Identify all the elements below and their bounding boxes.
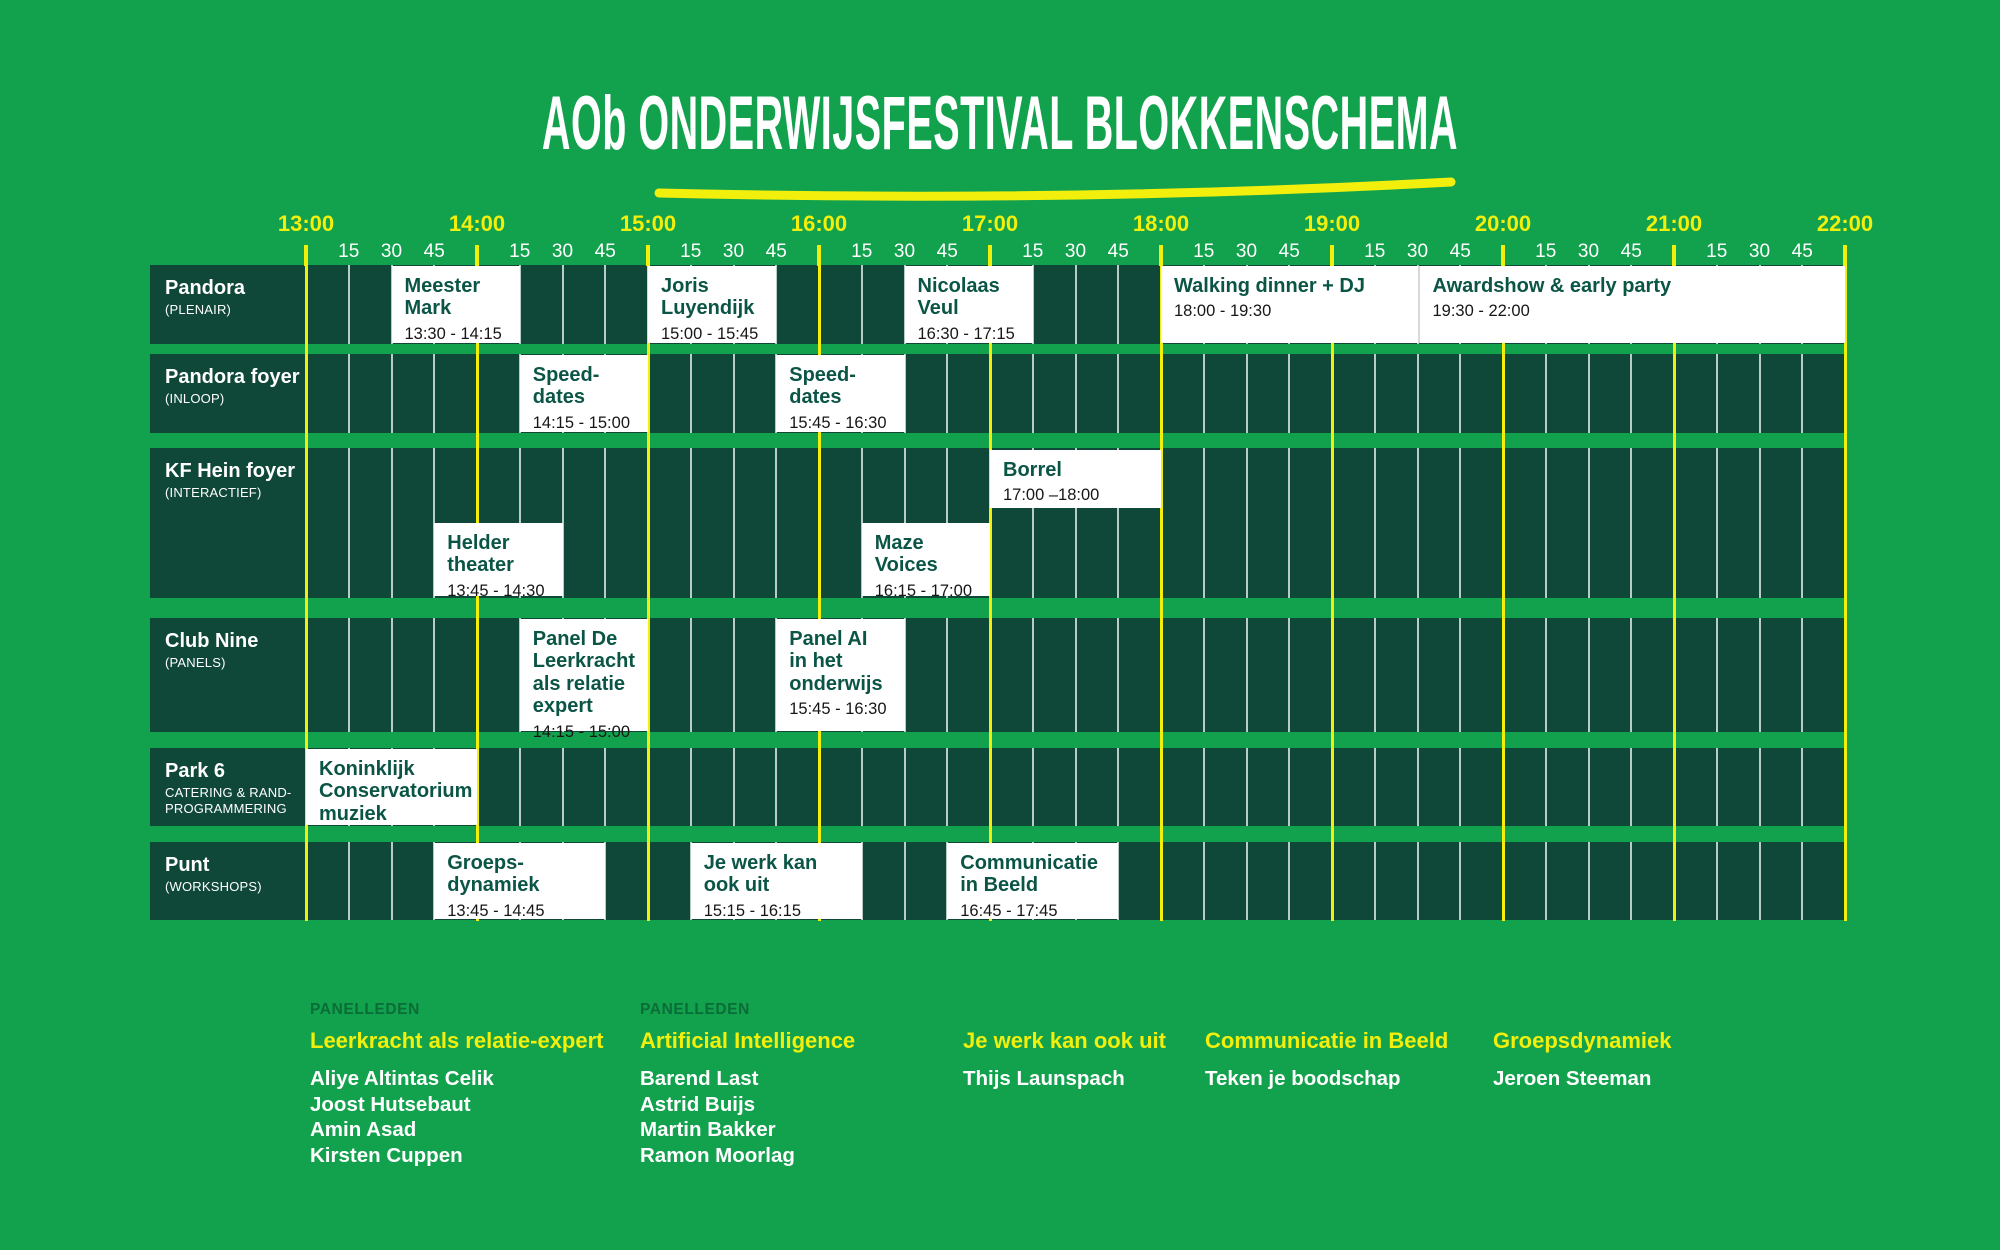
hour-label: 20:00 [1474, 211, 1532, 236]
legend-name: Amin Asad [310, 1118, 417, 1141]
quarter-gridline [1203, 618, 1205, 732]
quarter-gridline [1801, 842, 1803, 920]
venue-category: (INTERACTIEF) [165, 485, 262, 500]
venue-category: (INLOOP) [165, 391, 225, 406]
quarter-gridline [946, 618, 948, 732]
quarter-gridline [1417, 354, 1419, 433]
hour-tick [817, 245, 821, 266]
legend-heading: Communicatie in Beeld [1205, 1028, 1449, 1053]
quarter-gridline [1716, 842, 1718, 920]
legend-column [963, 1001, 1166, 1092]
hour-gridline [1844, 265, 1847, 921]
quarter-gridline [1459, 448, 1461, 598]
event-time: 18:00 - 19:30 [1174, 302, 1272, 321]
legend-heading: Groepsdynamiek [1493, 1028, 1672, 1053]
quarter-gridline [433, 618, 435, 732]
venue-row-label [150, 265, 307, 344]
quarter-gridline [1117, 265, 1119, 344]
quarter-gridline [1417, 842, 1419, 920]
legend-name: Joost Hutsebaut [310, 1092, 471, 1116]
quarter-gridline [1716, 618, 1718, 732]
quarter-label: 45 [1278, 241, 1300, 262]
event-time: 15:00 - 15:45 [661, 324, 759, 343]
quarter-gridline [733, 748, 735, 826]
legend-eyebrow [1493, 1001, 1672, 1022]
quarter-gridline [1374, 354, 1376, 433]
event-title-line: Meester [404, 275, 481, 297]
quarter-label: 15 [1535, 241, 1557, 262]
quarter-gridline [690, 618, 692, 732]
quarter-label: 30 [1235, 241, 1258, 262]
event-title-line: theater [447, 554, 514, 577]
event-title-line: Borrel [1003, 459, 1062, 481]
event-block [947, 843, 1118, 919]
event-title-line: dates [532, 386, 585, 409]
quarter-gridline [1716, 354, 1718, 433]
event-block [520, 355, 648, 432]
quarter-gridline [1075, 354, 1077, 433]
page-title-text: AOb ONDERWIJSFESTIVAL BLOKKENSCHEMA [541, 81, 1459, 166]
legend-column [1493, 1001, 1672, 1092]
quarter-gridline [1288, 842, 1290, 920]
quarter-gridline [1630, 448, 1632, 598]
hour-tick [1330, 245, 1334, 266]
legend-name: Barend Last [640, 1067, 759, 1090]
legend-eyebrow: PANELLEDEN [310, 1001, 420, 1018]
event-title-line: expert [532, 695, 593, 718]
quarter-label: 45 [423, 241, 445, 262]
hour-tick [646, 245, 650, 266]
venue-name: Punt [165, 854, 210, 876]
quarter-gridline [1246, 354, 1248, 433]
event-block [776, 619, 904, 731]
quarter-gridline [1417, 618, 1419, 732]
hour-gridline [1673, 265, 1676, 921]
quarter-gridline [690, 354, 692, 433]
quarter-gridline [391, 618, 393, 732]
quarter-gridline [391, 354, 393, 433]
quarter-gridline [1246, 618, 1248, 732]
quarter-label: 45 [1449, 241, 1471, 262]
event-time: 17:00 –18:00 [1003, 486, 1100, 505]
event-title-line: Je werk kan [703, 852, 818, 874]
event-title-line: dates [789, 386, 842, 409]
event-time: 15:45 - 16:30 [789, 413, 887, 432]
event-title-line: Veul [917, 297, 959, 320]
event-time: 19:30 - 22:00 [1432, 302, 1530, 321]
hour-label: 22:00 [1816, 211, 1874, 236]
event-title-line: Conservatorium [319, 780, 473, 803]
quarter-gridline [1374, 842, 1376, 920]
quarter-gridline [904, 748, 906, 826]
quarter-gridline [348, 842, 350, 920]
quarter-label: 45 [765, 241, 787, 262]
event-title-line: muziek [319, 802, 387, 825]
hour-tick [1159, 245, 1163, 266]
quarter-label: 30 [1748, 241, 1771, 262]
quarter-gridline [1288, 618, 1290, 732]
quarter-gridline [1246, 748, 1248, 826]
quarter-gridline [1801, 448, 1803, 598]
event-title-line: Nicolaas [917, 275, 1000, 297]
hour-label: 19:00 [1303, 211, 1361, 236]
legend-name: Jeroen Steeman [1493, 1067, 1652, 1090]
event-block [434, 843, 605, 919]
quarter-gridline [562, 748, 564, 826]
quarter-gridline [1203, 354, 1205, 433]
quarter-label: 15 [509, 241, 531, 262]
venue-row-label [150, 748, 307, 826]
quarter-gridline [1459, 618, 1461, 732]
quarter-gridline [690, 748, 692, 826]
quarter-gridline [946, 748, 948, 826]
event-title-line: Awardshow & early party [1432, 275, 1672, 297]
quarter-gridline [1716, 748, 1718, 826]
legend-eyebrow [963, 1001, 1166, 1022]
quarter-label: 15 [851, 241, 873, 262]
hour-label: 17:00 [961, 211, 1019, 236]
quarter-gridline [604, 265, 606, 344]
quarter-gridline [1288, 448, 1290, 598]
quarter-gridline [1417, 448, 1419, 598]
event-time: 16:15 - 17:00 [874, 581, 972, 600]
quarter-gridline [1759, 448, 1761, 598]
event-time: 13:45 - 14:30 [447, 581, 545, 600]
hour-label: 18:00 [1132, 211, 1190, 236]
event-title-line: ook uit [703, 874, 770, 897]
event-block [306, 749, 477, 825]
legend-name: Astrid Buijs [640, 1092, 756, 1116]
quarter-gridline [1246, 842, 1248, 920]
quarter-gridline [1759, 354, 1761, 433]
event-title-line: Panel AI [789, 628, 868, 650]
quarter-gridline [1459, 354, 1461, 433]
event-title-line: Koninklijk [319, 758, 415, 780]
quarter-gridline [1374, 618, 1376, 732]
quarter-gridline [1032, 354, 1034, 433]
quarter-gridline [733, 618, 735, 732]
quarter-gridline [1801, 748, 1803, 826]
event-title-line: in Beeld [960, 874, 1039, 897]
event-block [691, 843, 862, 919]
quarter-gridline [1801, 354, 1803, 433]
event-title-line: Speed- [789, 364, 856, 386]
venue-row-label [150, 618, 307, 732]
quarter-label: 45 [1107, 241, 1129, 262]
quarter-gridline [1075, 618, 1077, 732]
quarter-gridline [1203, 748, 1205, 826]
quarter-gridline [1374, 748, 1376, 826]
event-time: 16:45 - 17:45 [960, 901, 1058, 920]
quarter-gridline [1630, 748, 1632, 826]
quarter-gridline [1374, 448, 1376, 598]
event-time: 14:15 - 15:00 [532, 413, 630, 432]
venue-category: (PANELS) [165, 655, 226, 670]
event-block [520, 619, 648, 741]
quarter-gridline [1459, 842, 1461, 920]
event-title-line: in het [789, 650, 843, 673]
venue-row-label [150, 354, 307, 433]
event-title-line: dynamiek [447, 874, 540, 897]
quarter-gridline [1246, 448, 1248, 598]
event-block [990, 450, 1161, 508]
quarter-gridline [1759, 842, 1761, 920]
quarter-gridline [1630, 354, 1632, 433]
quarter-label: 45 [1620, 241, 1642, 262]
quarter-label: 45 [594, 241, 616, 262]
event-block [862, 523, 990, 600]
hour-tick [1501, 245, 1505, 266]
hour-gridline [1502, 265, 1505, 921]
event-title-line: Maze [874, 532, 924, 554]
quarter-gridline [1588, 748, 1590, 826]
legend-eyebrow: PANELLEDEN [640, 1001, 750, 1018]
quarter-label: 30 [1064, 241, 1087, 262]
event-title-line: Panel De [532, 628, 618, 650]
venue-name: Park 6 [165, 760, 226, 782]
event-title-line: Walking dinner + DJ [1174, 275, 1365, 297]
quarter-gridline [1545, 448, 1547, 598]
event-block [434, 523, 562, 600]
event-title-line: Communicatie [960, 852, 1099, 874]
quarter-label: 15 [1706, 241, 1728, 262]
quarter-gridline [433, 354, 435, 433]
quarter-gridline [348, 618, 350, 732]
quarter-gridline [775, 448, 777, 598]
quarter-gridline [1545, 354, 1547, 433]
event-title-line: Helder [447, 532, 510, 554]
quarter-gridline [1545, 748, 1547, 826]
quarter-gridline [519, 748, 521, 826]
event-title-line: Speed- [532, 364, 600, 386]
event-time: 16:30 - 17:15 [917, 324, 1015, 343]
quarter-gridline [1075, 748, 1077, 826]
legend-heading: Artificial Intelligence [640, 1028, 856, 1053]
quarter-gridline [1759, 748, 1761, 826]
legend-name: Martin Bakker [640, 1118, 776, 1141]
quarter-label: 15 [680, 241, 702, 262]
quarter-gridline [1545, 618, 1547, 732]
hour-tick [1843, 245, 1847, 266]
quarter-gridline [861, 748, 863, 826]
hour-tick [1672, 245, 1676, 266]
quarter-gridline [1588, 448, 1590, 598]
quarter-gridline [1117, 618, 1119, 732]
event-title-line: Luyendijk [661, 297, 755, 320]
event-block [1161, 266, 1418, 343]
quarter-label: 45 [1791, 241, 1813, 262]
quarter-gridline [1288, 748, 1290, 826]
event-time: 14:15 - 15:00 [532, 722, 630, 741]
hour-gridline [1160, 265, 1163, 921]
hour-tick [988, 245, 992, 266]
quarter-gridline [1588, 618, 1590, 732]
quarter-gridline [1630, 618, 1632, 732]
venue-row-label [150, 448, 307, 598]
event-title-line: Leerkracht [532, 650, 636, 673]
quarter-gridline [1759, 618, 1761, 732]
quarter-label: 30 [1406, 241, 1429, 262]
event-time: 13:45 - 14:45 [447, 901, 545, 920]
quarter-label: 30 [1577, 241, 1600, 262]
quarter-label: 15 [1022, 241, 1044, 262]
quarter-gridline [1203, 842, 1205, 920]
quarter-gridline [1288, 354, 1290, 433]
hour-label: 14:00 [448, 211, 506, 236]
legend-column [1205, 1001, 1448, 1092]
quarter-gridline [775, 748, 777, 826]
event-block [905, 266, 1033, 343]
quarter-label: 30 [722, 241, 745, 262]
quarter-gridline [348, 265, 350, 344]
quarter-gridline [733, 354, 735, 433]
quarter-gridline [1075, 265, 1077, 344]
event-title-line: Mark [404, 297, 452, 320]
legend-name: Ramon Moorlag [640, 1143, 795, 1167]
event-time: 15:45 - 16:30 [789, 700, 887, 719]
event-title-line: onderwijs [789, 672, 883, 695]
quarter-gridline [391, 842, 393, 920]
legend-name: Aliye Altintas Celik [310, 1067, 494, 1090]
event-block [648, 266, 776, 343]
quarter-gridline [1545, 842, 1547, 920]
event-block [392, 266, 520, 343]
quarter-gridline [391, 448, 393, 598]
quarter-label: 15 [1364, 241, 1386, 262]
quarter-gridline [604, 748, 606, 826]
event-time: 13:30 - 14:15 [404, 324, 502, 343]
quarter-gridline [1588, 354, 1590, 433]
venue-name: KF Hein foyer [165, 460, 296, 482]
event-title-line: Voices [874, 554, 938, 577]
event-block [776, 355, 904, 432]
legend-heading: Leerkracht als relatie-expert [310, 1028, 604, 1053]
quarter-gridline [1032, 618, 1034, 732]
venue-category: CATERING & RAND-PROGRAMMERING [165, 785, 292, 817]
quarter-gridline [1203, 448, 1205, 598]
event-time: 15:15 - 16:15 [703, 901, 801, 920]
quarter-gridline [1588, 842, 1590, 920]
quarter-gridline [348, 354, 350, 433]
venue-name: Pandora [165, 277, 246, 299]
venue-category: (PLENAIR) [165, 302, 232, 317]
legend-name: Kirsten Cuppen [310, 1143, 463, 1167]
hour-tick [475, 245, 479, 266]
legend-name: Teken je boodschap [1205, 1067, 1401, 1090]
event-title-line: Joris [661, 275, 709, 297]
legend-name: Thijs Launspach [963, 1067, 1125, 1090]
quarter-gridline [1032, 748, 1034, 826]
quarter-gridline [1630, 842, 1632, 920]
quarter-gridline [1459, 748, 1461, 826]
quarter-gridline [1801, 618, 1803, 732]
quarter-gridline [1117, 748, 1119, 826]
quarter-label: 15 [1193, 241, 1215, 262]
venue-row-label [150, 842, 307, 920]
quarter-label: 30 [893, 241, 916, 262]
legend-eyebrow [1205, 1001, 1448, 1022]
legend-column [310, 1001, 604, 1168]
event-title-line: Groeps- [447, 852, 524, 874]
venue-name: Club Nine [165, 630, 259, 652]
quarter-gridline [904, 842, 906, 920]
quarter-gridline [562, 265, 564, 344]
quarter-label: 15 [338, 241, 360, 262]
quarter-gridline [1716, 448, 1718, 598]
quarter-gridline [1117, 354, 1119, 433]
quarter-gridline [1417, 748, 1419, 826]
event-title-line: als relatie [532, 672, 626, 695]
quarter-gridline [733, 448, 735, 598]
quarter-label: 45 [936, 241, 958, 262]
venue-category: (WORKSHOPS) [165, 879, 262, 894]
hour-label: 13:00 [277, 211, 335, 236]
quarter-gridline [690, 448, 692, 598]
quarter-gridline [604, 448, 606, 598]
hour-tick [304, 245, 308, 266]
hour-label: 21:00 [1645, 211, 1703, 236]
legend-column [640, 1001, 855, 1168]
quarter-label: 30 [380, 241, 403, 262]
hour-label: 15:00 [619, 211, 677, 236]
quarter-label: 30 [551, 241, 574, 262]
hour-label: 16:00 [790, 211, 848, 236]
event-block [1418, 266, 1846, 343]
quarter-gridline [861, 265, 863, 344]
venue-name: Pandora foyer [165, 366, 300, 388]
hour-gridline [1331, 265, 1334, 921]
legend-heading: Je werk kan ook uit [963, 1028, 1166, 1053]
quarter-gridline [348, 448, 350, 598]
quarter-gridline [946, 354, 948, 433]
